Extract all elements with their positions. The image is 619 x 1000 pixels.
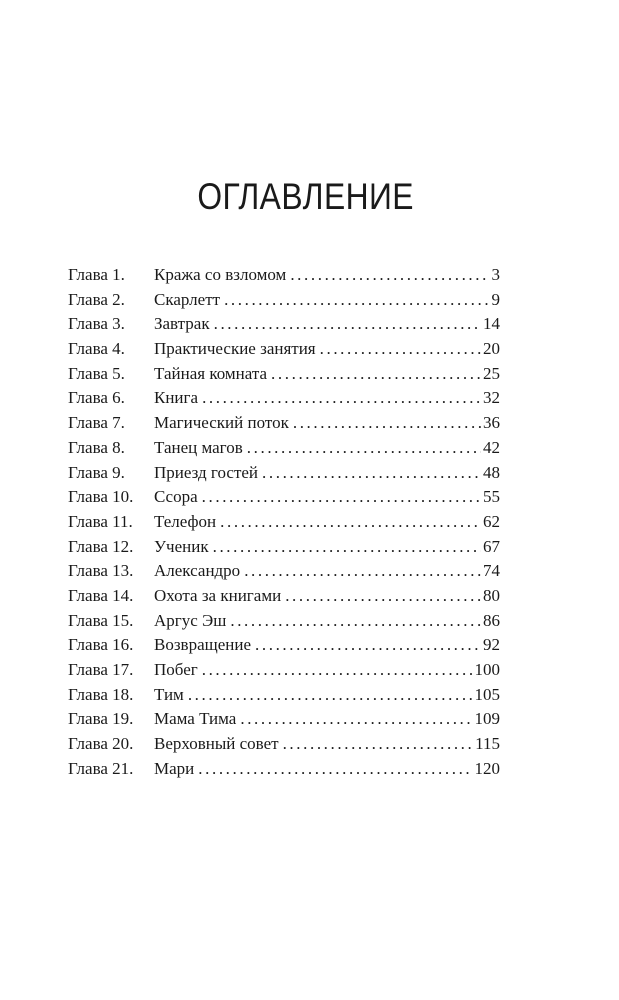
chapter-number: Глава 20.	[68, 734, 134, 754]
chapter-number: Глава 11.	[68, 511, 133, 531]
page-number: 120	[474, 758, 500, 778]
page-number: 32	[483, 388, 500, 408]
chapter-number: Глава 18.	[68, 684, 134, 704]
chapter-number: Глава 13.	[68, 561, 134, 581]
toc-entry[interactable]	[68, 510, 500, 535]
chapter-title: Кража со взломом	[154, 265, 287, 284]
toc-entry[interactable]	[68, 288, 500, 313]
chapter-title: Скарлетт	[154, 289, 221, 309]
dot-leader	[262, 461, 481, 486]
table-of-contents	[68, 263, 500, 781]
chapter-number: Глава 4.	[68, 339, 125, 359]
chapter-title: Тайная комната	[154, 363, 268, 383]
toc-entry[interactable]	[68, 559, 500, 584]
toc-entry[interactable]	[68, 461, 500, 486]
dot-leader	[202, 386, 481, 411]
page-number: 3	[491, 265, 500, 284]
dot-leader	[285, 584, 481, 609]
chapter-title: Ученик	[154, 536, 209, 556]
dot-leader	[271, 362, 481, 387]
toc-entry[interactable]	[68, 707, 500, 732]
page-number: 67	[483, 536, 500, 556]
page-number: 100	[474, 660, 500, 679]
toc-entry[interactable]	[68, 436, 500, 461]
chapter-number: Глава 7.	[68, 413, 125, 433]
page-number: 86	[483, 610, 500, 630]
page-number: 62	[483, 511, 500, 531]
chapter-title: Книга	[154, 388, 199, 408]
chapter-title: Побег	[154, 660, 198, 679]
chapter-number: Глава 8.	[68, 437, 125, 457]
chapter-title: Завтрак	[154, 314, 210, 334]
chapter-number: Глава 14.	[68, 585, 134, 605]
dot-leader	[320, 337, 481, 362]
page-number: 92	[483, 635, 500, 655]
dot-leader	[283, 732, 474, 757]
chapter-title: Магический поток	[154, 413, 289, 433]
chapter-title: Практические занятия	[154, 339, 316, 359]
dot-leader	[244, 559, 481, 584]
dot-leader	[293, 411, 481, 436]
chapter-title: Приезд гостей	[154, 462, 259, 482]
chapter-title: Верховный совет	[154, 734, 279, 754]
dot-leader	[255, 633, 481, 658]
dot-leader	[202, 485, 481, 510]
chapter-title: Охота за книгами	[154, 585, 282, 605]
dot-leader	[220, 510, 481, 535]
toc-entry[interactable]	[68, 609, 500, 634]
chapter-title: Телефон	[154, 511, 217, 531]
chapter-title: Танец магов	[154, 437, 243, 457]
page-number: 36	[483, 413, 500, 433]
chapter-number: Глава 21.	[68, 758, 134, 778]
chapter-title: Мама Тима	[154, 709, 237, 729]
chapter-number: Глава 3.	[68, 314, 125, 334]
toc-entry[interactable]	[68, 633, 500, 658]
chapter-number: Глава 1.	[68, 265, 125, 284]
page-number: 55	[483, 487, 500, 507]
page-number: 109	[474, 709, 500, 729]
page-number: 74	[483, 561, 500, 581]
chapter-title: Александро	[154, 561, 241, 581]
dot-leader	[247, 436, 481, 461]
chapter-number: Глава 10.	[68, 487, 134, 507]
chapter-title: Мари	[154, 758, 195, 778]
toc-entry[interactable]	[68, 411, 500, 436]
dot-leader	[213, 535, 481, 560]
dot-leader	[240, 707, 472, 732]
chapter-number: Глава 2.	[68, 289, 125, 309]
chapter-number: Глава 16.	[68, 635, 134, 655]
page-number: 14	[483, 314, 500, 334]
dot-leader	[188, 683, 473, 708]
chapter-number: Глава 12.	[68, 536, 134, 556]
dot-leader	[214, 312, 481, 337]
dot-leader	[202, 658, 473, 683]
dot-leader	[230, 609, 481, 634]
chapter-number: Глава 19.	[68, 709, 134, 729]
page-number: 25	[483, 363, 500, 383]
toc-entry[interactable]	[68, 757, 500, 782]
page-number: 20	[483, 339, 500, 359]
dot-leader	[290, 263, 489, 288]
page-number: 48	[483, 462, 500, 482]
toc-entry[interactable]	[68, 312, 500, 337]
toc-entry[interactable]	[68, 584, 500, 609]
toc-entry[interactable]	[68, 386, 500, 411]
page-number: 115	[475, 734, 500, 754]
chapter-title: Тим	[154, 684, 184, 704]
toc-entry[interactable]	[68, 732, 500, 757]
chapter-number: Глава 17.	[68, 660, 134, 679]
chapter-number: Глава 6.	[68, 388, 125, 408]
page-title: ОГЛАВЛЕНИЕ	[197, 176, 414, 217]
toc-entry[interactable]	[68, 535, 500, 560]
chapter-title: Ссора	[154, 487, 198, 507]
chapter-number: Глава 15.	[68, 610, 134, 630]
dot-leader	[198, 757, 472, 782]
toc-entry[interactable]	[68, 337, 500, 362]
toc-entry[interactable]	[68, 263, 500, 288]
page-number: 105	[474, 684, 500, 704]
page-number: 9	[491, 289, 500, 309]
toc-entry[interactable]	[68, 362, 500, 387]
toc-entry[interactable]	[68, 485, 500, 510]
dot-leader	[224, 288, 489, 313]
chapter-title: Аргус Эш	[154, 610, 227, 630]
page-number: 80	[483, 585, 500, 605]
page-number: 42	[483, 437, 500, 457]
toc-entry[interactable]	[68, 658, 500, 683]
toc-entry[interactable]	[68, 683, 500, 708]
chapter-number: Глава 9.	[68, 462, 125, 482]
chapter-number: Глава 5.	[68, 363, 125, 383]
chapter-title: Возвращение	[154, 635, 252, 655]
